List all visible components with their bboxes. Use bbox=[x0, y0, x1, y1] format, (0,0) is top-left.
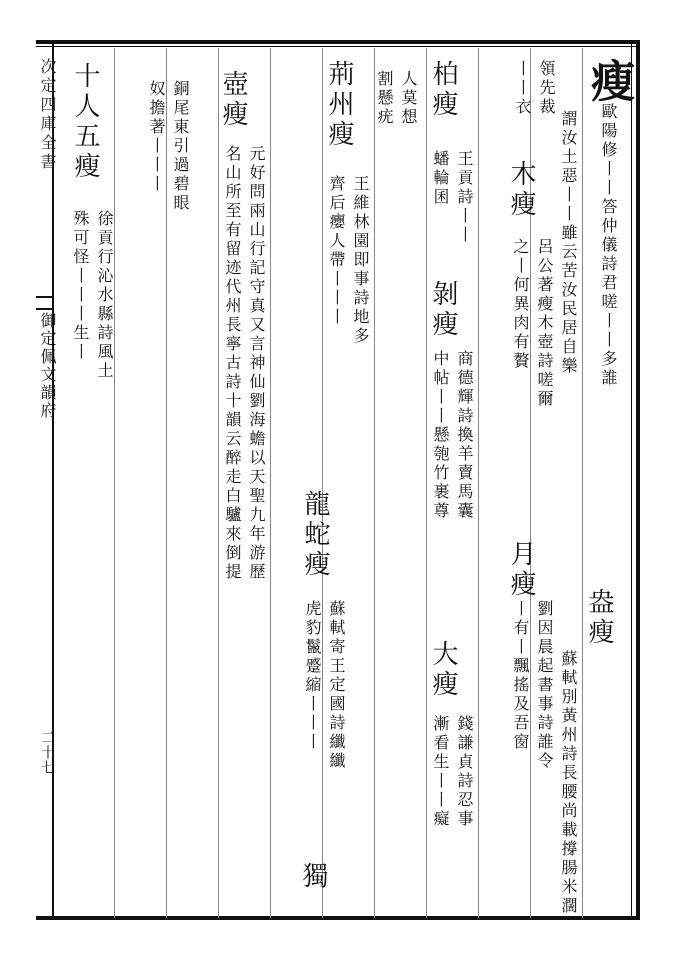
entry-line: 呂公著瘦木壺詩嗟爾 bbox=[535, 238, 554, 409]
entry-line: 中帖丨丨懸匏竹裹尊 bbox=[431, 350, 450, 521]
entry-line: 漸看生丨丨癡 bbox=[431, 715, 450, 829]
entry-line-col bbox=[432, 350, 448, 521]
entry-line: 割懸疣 bbox=[375, 70, 394, 127]
margin-top-fragment: 次定四庫全書 bbox=[38, 58, 57, 172]
entry-head: 柏瘦 bbox=[428, 60, 458, 120]
entry-line: 蘇軾寄王定國詩纖纖 bbox=[327, 600, 346, 771]
column-rule bbox=[218, 48, 219, 918]
entry-line: 齊后癭人帶丨丨丨 bbox=[327, 175, 346, 327]
entry-line-col bbox=[456, 350, 472, 521]
column-rule bbox=[114, 48, 115, 918]
entry-line-col bbox=[512, 238, 528, 371]
entry-line: 王貢詩丨丨 bbox=[455, 150, 474, 245]
entry-line-col bbox=[328, 600, 344, 771]
entry-line-col bbox=[560, 650, 576, 916]
entry-line: 虎豹鬣蹙縮丨丨丨 bbox=[303, 600, 322, 752]
entry-bai-shou bbox=[430, 60, 456, 120]
entry-head: 獨 bbox=[298, 862, 328, 892]
margin-book-title: 御定佩文韻府 bbox=[38, 312, 57, 420]
entry-line: 蟠輪囷 bbox=[431, 150, 450, 207]
entry-head: 荊州瘦 bbox=[324, 60, 354, 150]
entry-head: 瘦 bbox=[583, 58, 634, 103]
column-rule bbox=[166, 48, 167, 918]
entry-line-col bbox=[536, 238, 552, 409]
entry-line: 劉因晨起書事詩誰令 bbox=[535, 600, 554, 771]
column-rule bbox=[270, 48, 271, 918]
entry-line-col bbox=[432, 150, 448, 207]
entry-line: 之丨何異肉有贅 bbox=[511, 238, 530, 371]
entry-line-col bbox=[536, 600, 552, 771]
column-rule bbox=[374, 48, 375, 918]
entry-line: 奴擔著丨丨丨 bbox=[147, 80, 166, 194]
entry-line: 蘇軾別黃州詩長腰尚載撐腸米濶 bbox=[559, 650, 578, 916]
entry-hu-shou bbox=[220, 70, 246, 130]
entry-line-col bbox=[376, 70, 392, 127]
entry-head: 月瘦 bbox=[506, 540, 536, 600]
entry-da-shou bbox=[430, 640, 456, 700]
entry-line-col bbox=[172, 80, 188, 213]
entry-head: 盎瘦 bbox=[584, 588, 614, 648]
entry-line: 領先裁 bbox=[537, 60, 556, 117]
entry-line-col bbox=[560, 110, 576, 376]
column-rule bbox=[478, 48, 479, 918]
entry-line: 歐陽修丨丨答仲儀詩君嗟丨丨多誰 bbox=[599, 103, 618, 388]
frame-inner-right-rule bbox=[631, 40, 632, 920]
page-number: 二十七 bbox=[39, 730, 55, 775]
entry-head: 木瘦 bbox=[506, 160, 536, 220]
entry-line-col bbox=[456, 715, 472, 829]
entry-yue-shou bbox=[508, 540, 534, 600]
column-rule bbox=[426, 48, 427, 918]
entry-head: 剝瘦 bbox=[428, 280, 458, 340]
entry-jingzhou-shou bbox=[326, 60, 352, 150]
entry-line-col bbox=[538, 60, 554, 117]
entry-head: 龍蛇瘦 bbox=[300, 490, 330, 580]
entry-line-col bbox=[432, 715, 448, 829]
margin-strip bbox=[36, 44, 57, 920]
page-frame bbox=[36, 40, 640, 920]
entry-head: 十人五瘦 bbox=[70, 62, 100, 182]
column-rule bbox=[582, 48, 583, 918]
entry-line-col bbox=[224, 145, 240, 582]
entry-line: 徐貢行沁水縣詩風土 bbox=[95, 210, 114, 381]
entry-line: 銅尾東引過碧眼 bbox=[171, 80, 190, 213]
entry-line-col bbox=[456, 150, 472, 245]
entry-line-col bbox=[328, 175, 344, 327]
entry-line: 王維林園即事詩地多 bbox=[351, 175, 370, 346]
entry-line: 商德輝詩換羊賣馬囊 bbox=[455, 350, 474, 521]
entry-line: 錢謙貞詩忍事 bbox=[455, 715, 474, 829]
entry-du bbox=[300, 862, 326, 892]
entry-line-col bbox=[514, 60, 530, 117]
entry-line-col bbox=[148, 80, 164, 194]
entry-bo-shou bbox=[430, 280, 456, 340]
entry-line: 名山所至有留迹代州長寧古詩十韻云醉走白驢來倒提 bbox=[223, 145, 242, 582]
entry-line: 謂汝土惡丨丨雖云苦汝民居自樂 bbox=[559, 110, 578, 376]
entry-line: 殊可怪丨丨丨生丨 bbox=[71, 210, 90, 362]
entry-line-col bbox=[304, 600, 320, 752]
entry-longshe-shou bbox=[302, 490, 328, 580]
fold-mark bbox=[36, 296, 54, 310]
entry-line-col bbox=[400, 70, 416, 127]
entry-line: 丨丨衣 bbox=[513, 60, 532, 117]
entry-shirenwu-shou bbox=[72, 62, 98, 182]
entry-ang-shou bbox=[586, 588, 612, 648]
entry-head: 壺瘦 bbox=[218, 70, 248, 130]
column-rule bbox=[322, 48, 323, 918]
entry-head: 大瘦 bbox=[428, 640, 458, 700]
entry-line-col bbox=[512, 600, 528, 752]
entry-line: 元好問兩山行記守真又言神仙劉海蟾以天聖九年游歷 bbox=[247, 145, 266, 582]
entry-line-col bbox=[96, 210, 112, 381]
entry-line-col bbox=[248, 145, 264, 582]
entry-line-col bbox=[352, 175, 368, 346]
frame-inner-top-rule bbox=[36, 46, 640, 47]
entry-line-col bbox=[72, 210, 88, 362]
entry-line: 丨有丨飄搖及吾窗 bbox=[511, 600, 530, 752]
entry-mu-shou bbox=[508, 160, 534, 220]
entry-line: 人莫想 bbox=[399, 70, 418, 127]
entry-shou bbox=[583, 58, 634, 388]
